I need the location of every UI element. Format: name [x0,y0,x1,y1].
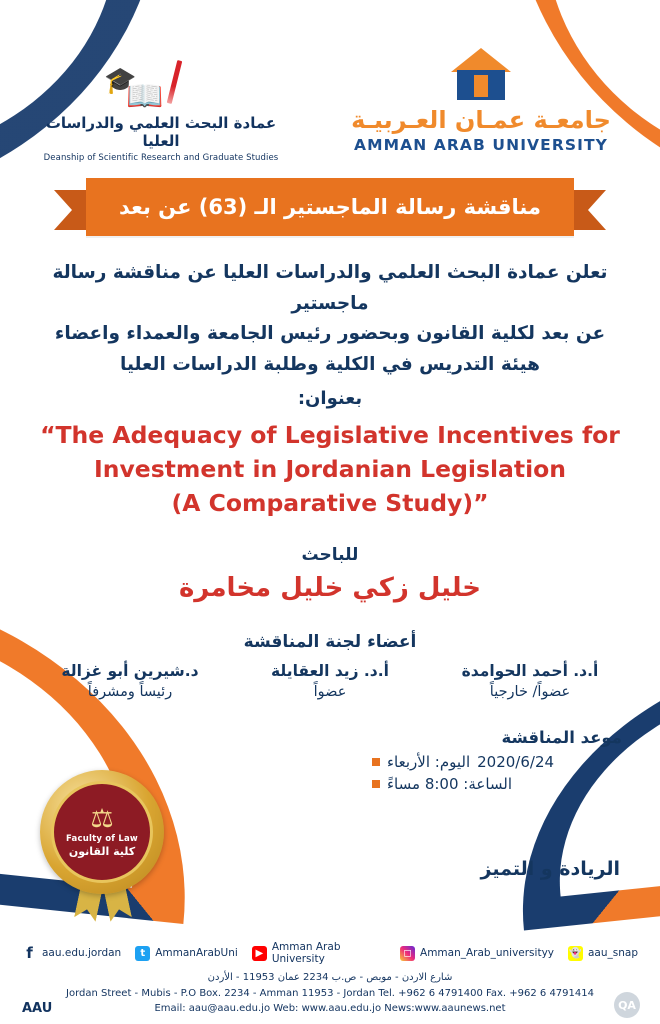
schedule-time: الساعة: 8:00 مساءً [387,775,513,793]
logo-roof-shape [451,48,511,72]
schedule-block [372,728,622,797]
committee-member-name: أ.د. زيد العقايلة [271,662,389,680]
title-label: بعنوان: [297,388,363,409]
schedule-time-row [372,775,622,793]
university-logo-arabic: جامعـة عمـان العـربيـة [351,106,611,134]
footer-address-english: Jordan Street - Mubis - P.O Box. 2234 - Amman 11953 - Jordan Tel. +962 6 4791400 Fax. +962 6 4791414 [66,987,594,999]
thesis-title [26,418,634,520]
university-logo-english: AMMAN ARAB UNIVERSITY [353,136,609,154]
committee-member-name: أ.د. أحمد الحوامدة [461,662,599,680]
committee-member-role: عضواً [313,684,347,700]
deanship-logo-glyphs [36,60,286,112]
poster-footer [0,936,660,1024]
schedule-day-row [372,753,622,771]
youtube-icon: ▶ [252,946,267,961]
seal-english-label: Faculty of Law [66,834,138,844]
social-link-instagram[interactable] [400,946,554,961]
ribbon-banner [86,178,574,236]
pen-icon [167,60,182,104]
deanship-logo-english: Deanship of Scientific Research and Graduate Studies [43,153,279,163]
seal-inner-disc [51,781,153,883]
committee-member-role: عضواً/ خارجياً [489,684,571,700]
committee-title: أعضاء لجنة المناقشة [243,632,417,652]
social-link-facebook[interactable] [22,946,121,961]
footer-contact: Email: aau@aau.edu.jo Web: www.aau.edu.jo News:www.aaunews.net [154,1003,506,1014]
announcement-line-2-a: عن بعد [534,323,606,345]
committee-member [430,662,630,700]
committee-member-role: رئيساً ومشرفاً [87,684,173,700]
graduation-cap-icon: 🎓 [104,66,137,96]
committee-member-name: د.شيرين أبو غزالة [61,662,199,680]
twitter-icon: t [135,946,150,961]
announcement-body [40,258,620,380]
bullet-icon [372,758,380,766]
deanship-logo-arabic: عمادة البحث العلمي والدراسات العليا [45,114,277,150]
social-label-twitter: AmmanArabUni [155,947,238,959]
faculty-name: لكلية القانون [416,323,535,345]
announcement-line-2-c: وبحضور رئيس الجامعة والعمداء واعضاء [54,323,417,345]
researcher-name: خليل زكي خليل مخامرة [178,573,482,603]
announcement-line-1: تعلن عمادة البحث العلمي والدراسات العليا عن مناقشة رسالة ماجستير [52,262,608,314]
social-label-instagram: Amman_Arab_universityy [420,947,554,959]
announcement-ribbon [0,178,660,240]
social-label-facebook: aau.edu.jordan [42,947,122,959]
footer-address [40,970,620,1017]
announcement-line-3: هيئة التدريس في الكلية وطلبة الدراسات العليا [120,353,540,375]
amman-arab-university-mark-icon [451,48,511,102]
committee-member [30,662,230,700]
university-slogan: الريادة و التميز [480,858,620,880]
social-links [22,942,638,964]
ribbon-text: مناقشة رسالة الماجستير الـ (63) عن بعد [118,195,541,219]
committee-members [30,662,630,700]
schedule-day-value: 2020/6/24 [477,753,555,771]
social-link-twitter[interactable] [135,946,238,961]
thesis-title-line-1: “The Adequacy of Legislative Incentives for [40,421,620,449]
logo-slot-shape [474,75,488,97]
thesis-title-line-3: (A Comparative Study)” [171,489,489,518]
deanship-logo [36,60,286,163]
footer-address-arabic: شارع الاردن - موبص - ص.ب 2234 عمان 11953 - الأردن [207,972,453,983]
researcher-label: للباحث [301,545,359,565]
balance-scale-icon: ⚖ [90,804,114,834]
faculty-of-law-seal [40,770,164,894]
seal-arabic-label: كلية القانون [68,845,136,858]
instagram-icon: ◻ [400,946,415,961]
social-label-snapchat: aau_snap [588,947,638,959]
footer-brand: AAU [22,1001,53,1016]
committee-member [230,662,430,700]
thesis-title-line-2: Investment in Jordanian Legislation [93,455,567,484]
open-book-icon: 📖 [126,79,164,114]
announcement-line-2 [40,319,620,350]
social-link-snapchat[interactable] [568,946,638,961]
poster-header [0,48,660,168]
schedule-day-label: اليوم: الأربعاء [387,753,471,771]
bullet-icon [372,780,380,788]
social-label-youtube: Amman Arab University [271,941,341,965]
social-link-youtube[interactable] [252,941,386,965]
snapchat-icon: 👻 [569,947,582,959]
facebook-icon: f [22,946,37,961]
schedule-label: موعد المناقشة [501,728,622,747]
university-logo [336,48,626,154]
qa-badge: QA [614,992,640,1018]
